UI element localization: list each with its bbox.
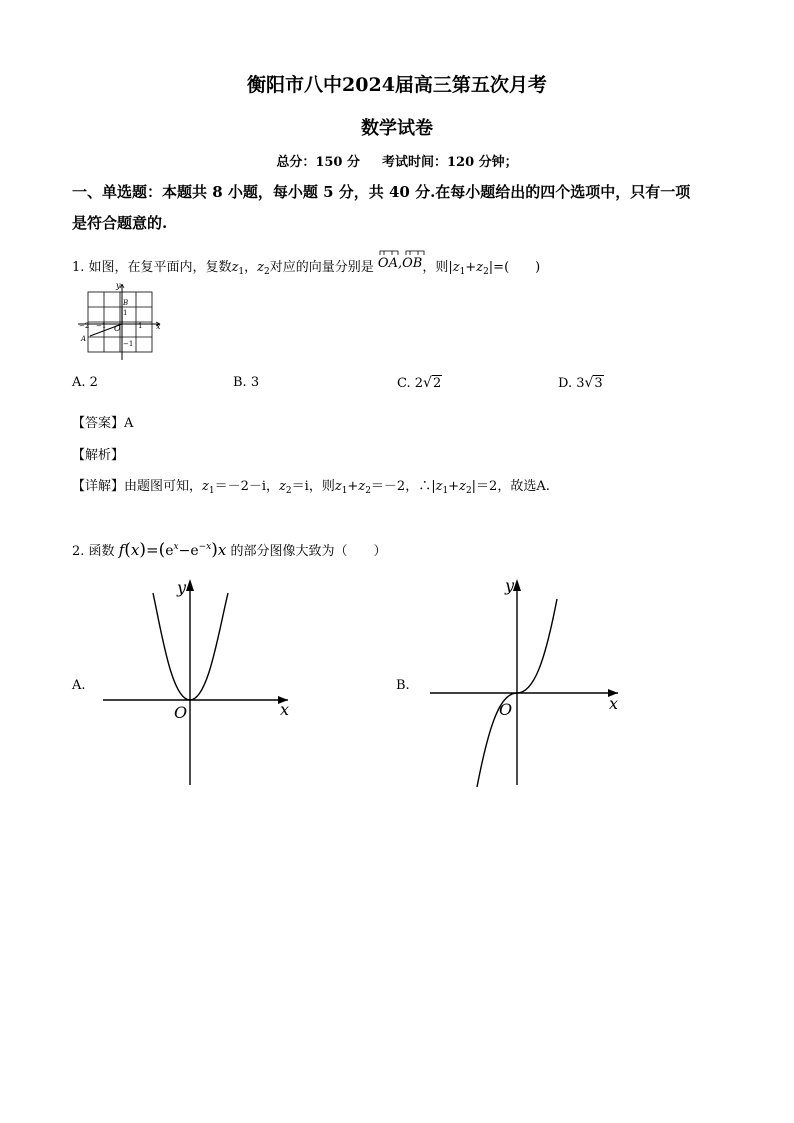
graph-a-x-label: x [280, 700, 290, 719]
z-var: z [459, 479, 466, 494]
option-c-prefix: C. 2 [397, 376, 424, 391]
detail-tag: 【详解】 [72, 479, 125, 494]
q1-stem-b: 对应的向量分别是 [269, 260, 374, 275]
q2-number: 2. [72, 544, 85, 559]
z-var: z [202, 479, 209, 494]
eq3: ＝－2，∴| [370, 479, 436, 494]
sub: 2 [483, 267, 489, 277]
x-tick-minus2: −2 [79, 322, 90, 330]
q2-stem [72, 540, 387, 560]
plus: + [347, 479, 359, 494]
exam-info [0, 151, 794, 170]
e-const: e [190, 543, 199, 559]
paren-close: ) [139, 540, 147, 560]
x-tick-minus1: −1 [96, 322, 107, 330]
sub: 1 [341, 486, 348, 496]
q1-stem-c: ，则| [422, 260, 453, 275]
radicand: 3 [594, 376, 603, 391]
exponent-neg: −x [198, 542, 212, 552]
graph-b-x-label: x [609, 694, 619, 713]
sub: 2 [264, 267, 270, 277]
z-var: z [476, 260, 484, 275]
exam-title: 衡阳市八中2024届高三第五次月考 [247, 74, 547, 96]
sub: 1 [442, 486, 449, 496]
point-a-label: A [81, 335, 87, 343]
exam-time: 考试时间：120 分钟； [382, 155, 518, 170]
z-var: z [279, 479, 286, 494]
q1-option-a: A. 2 [72, 375, 98, 390]
sub: 2 [365, 486, 371, 496]
paren-open: ( [158, 540, 166, 560]
comma: ， [244, 260, 258, 275]
answer-tag: 【答案】 [72, 416, 125, 431]
sqrt-sign: √ [584, 375, 594, 391]
sub: 1 [459, 267, 466, 277]
axis-x-label: x [156, 322, 161, 331]
z-var: z [257, 260, 265, 275]
radicand: 2 [432, 376, 442, 391]
sub: 1 [238, 267, 245, 277]
axis-y-label: y [116, 281, 121, 290]
section-heading-line2: 是符合题意的. [72, 214, 168, 232]
graph-b-y-label: y [505, 576, 515, 595]
f-var: f [118, 541, 125, 559]
sub: 2 [465, 486, 472, 496]
q2-stem-a: 函数 [88, 544, 115, 559]
vector-label [378, 256, 422, 271]
exam-subtitle: 数学试卷 [361, 118, 433, 139]
y-tick-1: 1 [123, 309, 128, 317]
graph-a-y-label: y [177, 578, 187, 597]
graph-a-origin: O [174, 703, 188, 722]
x-var: x [217, 541, 227, 559]
q1-detail [72, 475, 550, 496]
q1-option-b: B. 3 [233, 375, 260, 390]
detail-a: 由题图可知， [124, 479, 203, 494]
q1-complex-plane-figure [76, 280, 166, 360]
q1-stem-a: 如图，在复平面内，复数 [88, 260, 232, 275]
x-var: x [130, 541, 140, 559]
point-b-label: B [123, 299, 129, 307]
equals: = [146, 541, 159, 559]
plus: + [448, 479, 460, 494]
q2-graph-b [425, 575, 625, 790]
y-tick-minus1: −1 [123, 340, 134, 348]
sqrt-sign: √ [423, 375, 432, 391]
q2-option-a-label: A. [72, 678, 86, 693]
e-const: e [165, 543, 174, 559]
eq4: |＝2，故选A. [471, 479, 550, 494]
q2-stem-b: 的部分图像大致为（ ） [230, 544, 387, 559]
q1-analysis-tag: 【解析】 [72, 448, 125, 463]
plus: + [465, 260, 477, 275]
eq1: ＝－2－i， [214, 479, 280, 494]
q1-option-c [397, 375, 442, 391]
q2-graph-a [100, 575, 300, 790]
answer-value: A [124, 416, 134, 431]
q1-number: 1. [72, 260, 85, 275]
z-var: z [358, 479, 366, 494]
q1-answer [72, 412, 133, 431]
z-var: z [452, 260, 460, 275]
q1-option-d [558, 375, 604, 391]
total-score: 总分：150 分 [276, 155, 360, 170]
z-var: z [435, 479, 443, 494]
option-d-prefix: D. 3 [558, 376, 585, 391]
eq2: ＝i，则 [291, 479, 335, 494]
q2-option-b-label: B. [396, 678, 410, 693]
q1-stem-d: |=( ) [488, 260, 541, 275]
graph-b-origin: O [499, 700, 513, 719]
x-tick-1: 1 [138, 322, 143, 330]
paren-close: ) [211, 540, 218, 560]
origin-label: O [114, 324, 121, 333]
minus: − [178, 543, 191, 559]
sub: 1 [208, 486, 215, 496]
vector-text: OA,OB [377, 256, 423, 271]
exponent: x [173, 542, 179, 552]
z-var: z [231, 260, 239, 275]
q1-stem [72, 256, 540, 277]
z-var: z [334, 479, 342, 494]
sub: 2 [285, 486, 292, 496]
vector-arrows [378, 249, 428, 257]
section-heading-line1: 一、单选题：本题共 8 小题，每小题 5 分，共 40 分.在每小题给出的四个选项中，只有一项 [72, 183, 691, 201]
paren-open: ( [124, 540, 131, 560]
